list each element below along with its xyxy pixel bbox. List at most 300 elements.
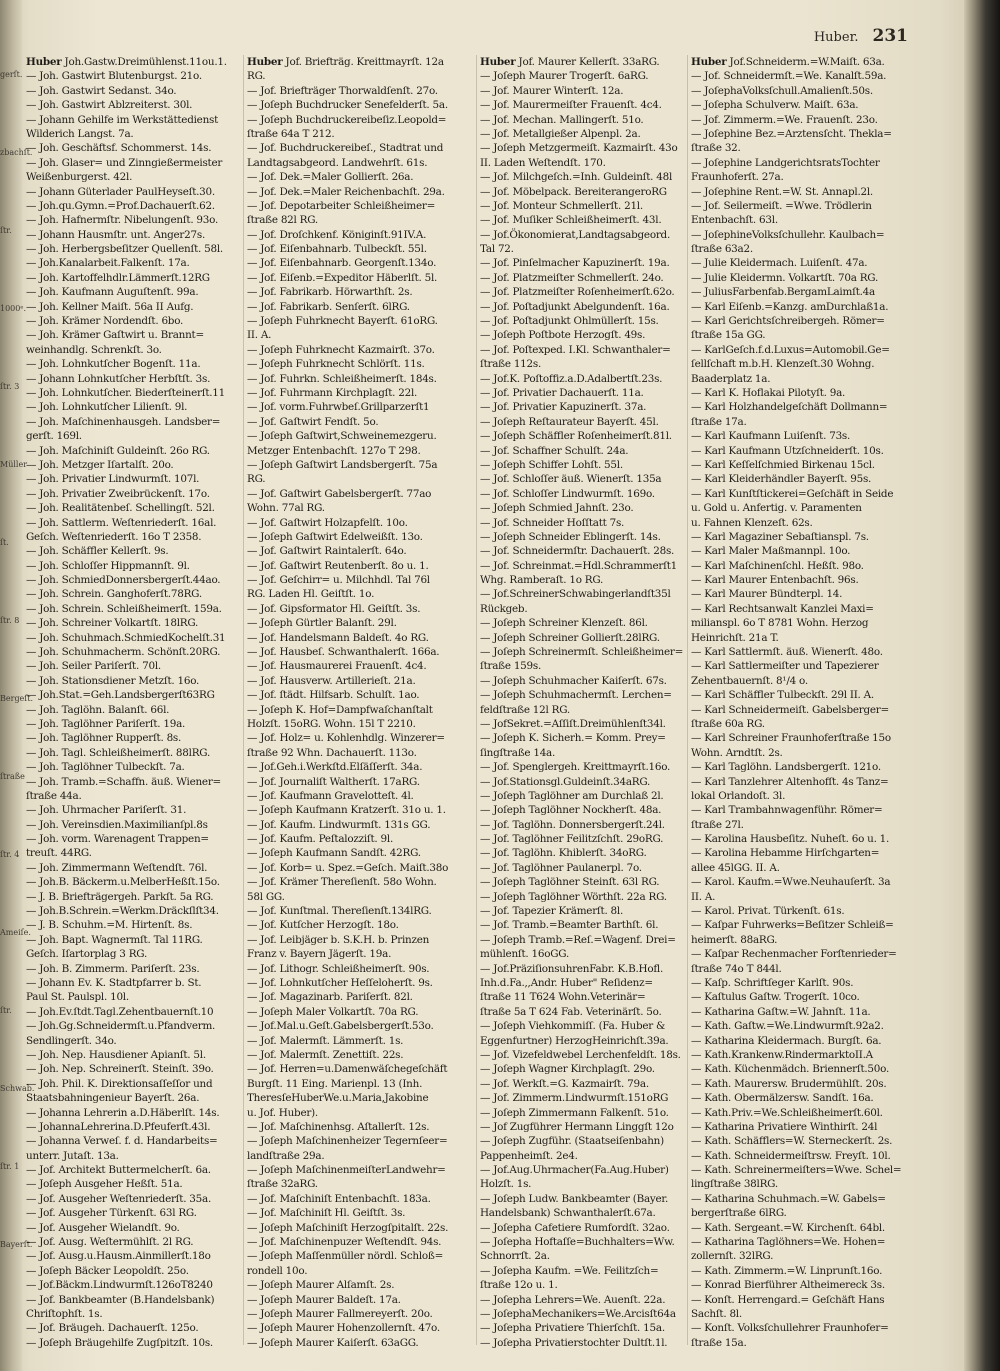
directory-entry: — Jof. Holz= u. Kohlenhdlg. Winzerer= [247,732,445,745]
directory-entry: — Kath. Gaſtw.=We.Lindwurmſt.92a2. [691,1020,884,1033]
directory-entry: — Joh. Herbergsbeſitzer Quellenſt. 58l. [26,243,223,256]
directory-entry: — Jof. Maſchiniſt Entenbachſt. 183a. [247,1192,431,1205]
margin-fragment: ſtr. [0,226,12,235]
directory-entry: — Joh.Gg.Schneidermſt.u.Pfandverm. [26,1020,216,1033]
entry-head: Huber Jof.Schneiderm.=W.Maiſt. 63a. [691,56,885,68]
directory-entry: — Karol. Privat. Türkenſt. 61s. [691,905,845,918]
directory-entry: — Joh. Zimmermann Weſtendſt. 76l. [26,861,208,874]
directory-entry: lingſtraße 38lRG. [691,1178,778,1191]
directory-entry: — Jof. Eiſenbahnarb. Georgenſt.134o. [247,257,437,270]
directory-entry: — Johanna Verweſ. f. d. Handarbeits= [26,1135,218,1148]
directory-entry: — Jof. Maurer Winterſt. 12a. [480,84,624,97]
directory-entry: — Jof. Fuhrkn. Schleißheimerſt. 184s. [247,372,437,385]
directory-entry: gerſt. 169l. [26,430,82,443]
directory-entry: — Kath.Krankenw.RindermarktoII.A [691,1048,873,1061]
directory-entry: — Johann Hausmſtr. unt. Anger27s. [26,228,206,241]
book-edge-shadow [964,0,1000,1371]
directory-entry: — Joh. Privatier Lindwurmſt. 107l. [26,473,200,486]
directory-entry: — Joh. Schuhmacherm. Schönſt.20RG. [26,646,221,659]
directory-entry: — Joh. B. Zimmerm. Pariſerſt. 23s. [26,962,200,975]
directory-entry: Staatsbahningenieur Bayerſt. 26a. [26,1092,200,1105]
directory-entry: — Jof. Taglöhn. Khiblerſt. 34oRG. [480,847,647,860]
directory-entry: Zehentbauernſt. 8¹/4 o. [691,674,808,687]
directory-entry: — Jof. Malermſt. Zenettiſt. 22s. [247,1048,404,1061]
directory-entry: — Kaſp. Schriftſeger Karlſt. 90s. [691,977,854,989]
directory-entry: ſellſchaft m.b.H. Klenzeſt.30 Wohng. [691,358,875,371]
directory-entry: milianspl. 6o T 8781 Wohn. Herzog [691,617,869,630]
directory-entry: — Joſeph Zimmermann Falkenſt. 51o. [480,1106,669,1119]
directory-entry: — Katharina Privatiere Winthirſt. 24l [691,1120,878,1133]
directory-entry: — Jof. Ausg.u.Hausm.Ainmillerſt.18o [26,1250,211,1263]
directory-entry: — Jof. Gaſtwirt Raintalerſt. 64o. [247,545,407,558]
directory-entry: — Jof. Lithogr. Schleißheimerſt. 90s. [247,962,430,975]
directory-entry: — Joh. Schreiner Volkartſt. 18lRG. [26,617,199,630]
directory-entry: — Jof.K. Poſtoffiz.a.D.Adalbertſt.23s. [480,372,663,385]
margin-fragment: ſt. [0,538,9,547]
directory-entry: — Joſeph Buchdruckereibeſiz.Leopold= [247,113,447,126]
directory-entry: — Kath. Sergeant.=W. Kirchenſt. 64bl. [691,1221,885,1234]
directory-entry: — Jof. Kutſcher Herzogſt. 18o. [247,919,399,932]
directory-entry: Geſch. Weſtenriederſt. 16o T 2358. [26,530,202,543]
directory-entry: — Jof. Poſtexped. I.Kl. Schwanthaler= [480,343,671,356]
directory-entry: Metzger Entenbachſt. 127o T 298. [247,444,421,457]
directory-entry: — Karl Sattlermſt. äuß. Wienerſt. 48o. [691,646,883,659]
directory-entry: — Karl Kaufmann Luiſenſt. 73s. [691,430,851,443]
directory-entry: — Joſeph Taglöhner Nockherſt. 48a. [480,804,662,817]
directory-column-2 [247,55,474,1349]
directory-entry: — Jof. Droſchkenf. Königinſt.91IV.A. [247,228,427,241]
directory-entry: — Jof. Milchgeſch.=Inh. Guldeinſt. 48l [480,171,673,184]
directory-entry: — Jof. Magazinarb. Pariſerſt. 82l. [247,991,413,1004]
directory-entry: II. Laden Weſtendſt. 170. [480,156,606,169]
directory-entry: — Joh. Taglöhn. Balanſt. 66l. [26,703,170,716]
directory-entry: Inh.d.Fa.,,Andr. Huber" Reſidenz= [480,977,653,989]
column-rule [687,55,688,1345]
directory-entry: — Karl Schäffler Tulbeckſt. 29l II. A. [691,689,874,702]
directory-entry: — Karl Kleiderhändler Bayerſt. 95s. [691,473,872,486]
directory-entry: Handelsbank) Schwanthalerſt.67a. [480,1207,656,1220]
directory-entry: — Joſeph Bäcker Leopoldſt. 25o. [26,1264,189,1277]
directory-entry: ſtraße 15a. [691,1336,747,1349]
directory-entry: — Joſeph Taglöhner Wörthſt. 22a RG. [480,890,667,903]
directory-entry: — Joh. Gastwirt Blutenburgst. 21o. [26,70,202,83]
directory-entry: — Joh. Seiler Pariſerſt. 70l. [26,660,161,673]
directory-entry: — Jof. Möbelpack. BereiterangeroRG [480,185,667,198]
directory-entry: — Jof. Eiſenb.=Expeditor Häberlſt. 5l. [247,271,438,284]
directory-entry: — Karl Keſſelſchmied Birkenau 15cl. [691,458,875,471]
directory-entry: — Joh.Stat.=Geh.Landsbergerſt63RG [26,689,215,702]
directory-entry: — Jof. Kunſtmal. Thereſienſt.134lRG. [247,905,432,918]
directory-entry: — Jof.Bäckm.Lindwurmſt.126oT8240 [26,1279,213,1292]
directory-entry: — Joh. Maſchinenhausgeh. Landsber= [26,415,221,428]
directory-entry: — Jof. Monteur Schmellerſt. 21l. [480,199,643,212]
directory-entry: — Joſeph Schneider Eblingerſt. 14s. [480,530,661,543]
directory-entry: — Kath. Maurersw. Brudermühlſt. 20s. [691,1077,887,1090]
directory-entry: — Joh. Vereinsdien.Maximilianſpl.8s [26,818,208,831]
directory-entry: — Jof. Metallgießer Alpenpl. 2a. [480,127,641,140]
directory-entry: — Joh. Lohnkutſcher. Biederſteinerſt.11 [26,386,226,399]
directory-entry: — Karl Rechtsanwalt Kanzlei Maxi= [691,602,874,615]
directory-entry: — Joſeph Maſchiniſt Herzogſpitalſt. 22s. [247,1221,449,1234]
directory-entry: — Karl Maſchinenſchl. Heßſt. 98o. [691,559,864,572]
directory-entry: — Jof. Privatier Kapuzinerſt. 37a. [480,401,647,414]
directory-entry: — Karl Gerichtsſchreibergeh. Römer= [691,315,885,328]
directory-entry: — Joh. Schuhmach.SchmiedKochelſt.31 [26,631,226,644]
directory-entry: — Kaſpar Rechenmacher Forſtenrieder= [691,948,897,961]
directory-entry: — Konſt. Herrengard.= Geſchäft Hans [691,1293,885,1306]
directory-entry: — Joſeph K. Sicherh.= Komm. Prey= [480,732,666,745]
directory-entry: ſtraße 82l RG. [247,214,318,227]
directory-entry: rondell 10o. [247,1264,308,1277]
directory-entry: — Jof. Eiſenbahnarb. Tulbeckſt. 55l. [247,243,427,256]
directory-entry: ſtraße 74o T 844l. [691,962,782,975]
directory-entry: — KarlGeſch.f.d.Luxus=Automobil.Ge= [691,343,890,356]
directory-entry: — Joſeph Maler Volkartſt. 70a RG. [247,1005,419,1018]
directory-entry: ſtraße 44a. [26,789,82,802]
directory-entry: — Jof. Schloſſer Lindwurmſt. 169o. [480,487,655,500]
directory-entry: — Johann Ev. K. Stadtpfarrer b. St. [26,977,202,989]
margin-fragment: Bergeſt. [0,694,34,703]
directory-entry: Tal 72. [480,243,514,256]
directory-entry: — Joſeph Ludw. Bankbeamter (Bayer. [480,1192,669,1205]
directory-entry: — Konrad Bierführer Altheimereck 3s. [691,1279,885,1292]
directory-entry: — Joſeph Maſſenmüller nördl. Schloß= [247,1250,444,1263]
directory-entry: — Joſeph Gaſtwirt Edelweißſt. 13o. [247,530,423,543]
directory-entry: — Joſeph Schmied Jahnſt. 23o. [480,502,634,515]
directory-entry: — JohannaLehrerina.D.Pfeuferſt.43l. [26,1120,211,1133]
directory-entry: heimerſt. 88aRG. [691,933,778,946]
directory-entry: landſtraße 29a. [247,1149,325,1162]
directory-entry: — Kath. Zimmerm.=W. Linprunſt.16o. [691,1264,883,1277]
directory-entry: — Joſeph Maurer Hohenzollernſt. 47o. [247,1322,440,1335]
running-head: Huber. [813,30,859,45]
directory-entry: — Joh.Kanalarbeit.Falkenſt. 17a. [26,257,190,270]
directory-entry: — Joh. Geschäftsf. Schommerst. 14s. [26,142,212,155]
directory-entry: ſtraße 32. [691,142,741,155]
directory-entry: — Jof. Fabrikarb. Hörwarthſt. 2s. [247,286,413,299]
directory-entry: Fraunhoferſt. 27a. [691,171,784,184]
directory-entry: — Jof. Leibjäger b. S.K.H. b. Prinzen [247,933,430,946]
directory-entry: — Joh. vorm. Warenagent Trappen= [26,833,209,846]
directory-entry: — Jof. Privatier Dachauerſt. 11a. [480,386,644,399]
directory-entry: — Joh. Schrein. Schleißheimerſt. 159a. [26,602,222,615]
directory-entry: — Joh.qu.Gymn.=Prof.Dachauerſt.62. [26,199,215,212]
directory-entry: — Jof. Zimmerm.Lindwurmſt.151oRG [480,1092,669,1105]
directory-entry: — Jof. Dek.=Maler Reichenbachſt. 29a. [247,185,445,198]
directory-entry: — Jof. Poſtadjunkt Ohlmüllerſt. 15s. [480,315,659,328]
directory-entry: — Joh. Bapt. Wagnermſt. Tal 11RG. [26,933,203,946]
directory-column-1 [26,55,241,1349]
column-rule [243,55,244,1345]
directory-entry: — Joh. Tagl. Schleißheimerſt. 88lRG. [26,746,211,759]
directory-entry: — JuliusFarbenfab.BergamLaimſt.4a [691,286,875,299]
directory-entry: — Kaſtulus Gaſtw. Trogerſt. 10co. [691,991,860,1004]
directory-entry: ſtraße 32aRG. [247,1178,318,1191]
directory-entry: Weißenburgerst. 42l. [26,171,133,184]
directory-entry: — Katharina Kleidermach. Burgſt. 6a. [691,1034,882,1047]
directory-entry: — Jof. Ausg. Weſtermühlſt. 2l RG. [26,1236,194,1249]
directory-entry: — Joſeph Fuhrknecht Bayerſt. 61oRG. [247,315,438,328]
directory-entry: — Jof. Maurermeiſter Frauenſt. 4c4. [480,99,662,112]
directory-entry: — Jof. Gipsformator Hl. Geiſtſt. 3s. [247,602,421,615]
directory-entry: — Jof. Maſchiniſt Hl. Geiſtſt. 3s. [247,1207,406,1220]
directory-entry: II. A. [691,890,716,903]
directory-entry: — Joh. Schloſſer Hippmannſt. 9l. [26,559,190,572]
entry-head: Huber Jof. Maurer Kellerſt. 33aRG. [480,56,660,68]
directory-entry: — Karolina Hausbeſitz. Nuheſt. 6o u. 1. [691,833,890,846]
directory-entry: ſtraße 27l. [691,818,744,831]
directory-entry: — Joſepha Schulverw. Maiſt. 63a. [691,99,859,112]
directory-entry: — Jof. Gaſtwirt Gabelsbergerſt. 77ao [247,487,432,500]
margin-fragment: ſtr. 3 [0,382,20,391]
directory-entry: — Kath. Schäfflers=W. Sterneckerſt. 2s. [691,1135,893,1148]
directory-entry: Pappenheimſt. 2e4. [480,1149,578,1162]
directory-entry: Paul St. Paulspl. 10l. [26,991,129,1004]
directory-entry: — Joſeph Gaſtwirt,Schweinemezgeru. [247,430,437,443]
directory-entry: — Jof. Hausmaurerei Frauenſt. 4c4. [247,660,427,673]
directory-entry: — Joh. Kaufmann Auguſtenſt. 99a. [26,286,199,299]
directory-entry: — Jof.PräziſionsuhrenFabr. K.B.Hofl. [480,962,664,975]
directory-entry: ſtraße 60a RG. [691,717,765,730]
directory-entry: Holzſt. 1s. [480,1178,532,1191]
directory-entry: — Jof. Pinſelmacher Kapuzinerſt. 19a. [480,257,670,270]
directory-entry: — Jof. Ausgeher Wielandſt. 9o. [26,1221,180,1234]
directory-entry: TheresſeHuberWe.u.Maria,Jakobine [247,1092,429,1105]
directory-entry: — Joh.B. Bäckerm.u.MelberHeßſt.15o. [26,876,220,889]
directory-entry: Entenbachſt. 63l. [691,214,778,227]
directory-entry: — Jof. Maſchinenpuzer Weſtendſt. 94s. [247,1236,442,1249]
directory-entry: — Jof. vorm.Fuhrwbeſ.Grillparzerſt1 [247,401,430,414]
directory-entry: — Jof. Fuhrmann Kirchplagſt. 22l. [247,386,418,399]
directory-entry: — Joh. Schäffler Kellerſt. 9s. [26,545,169,558]
directory-entry: — Katharina Taglöhners=We. Hohen= [691,1236,886,1249]
directory-entry: — Jof. Vizefeldwebel Lerchenfeldſt. 18s. [480,1048,681,1061]
directory-entry: — Jof. Korb= u. Spez.=Geſch. Maiſt.38o [247,861,449,874]
directory-entry: — Karl Kunſtſtickerei=Geſchäft in Seide [691,487,894,500]
directory-entry: — Joſeph Wagner Kirchplagſt. 29o. [480,1063,655,1076]
directory-entry: — Karolina Hebamme Hirſchgarten= [691,847,880,860]
directory-entry: ſtraße 17a. [691,415,747,428]
directory-entry: ſtraße 11 T624 Wohn.Veterinär= [480,991,646,1004]
directory-entry: — Joh. Krämer Gaſtwirt u. Brannt= [26,329,204,342]
directory-entry: — Joh.B.Schrein.=Werkm.Dräckſlſt34. [26,905,219,918]
directory-entry: — Julie Kleidermach. Luiſenſt. 47a. [691,257,868,270]
directory-entry: — Jof.Ökonomierat,Landtagsabgeord. [480,228,670,241]
directory-entry: — Johanna Lehrerin a.D.Häberlſt. 14s. [26,1106,220,1119]
directory-entry: — JoſephaVolksſchull.Amalienſt.50s. [691,84,873,97]
directory-entry: 58l GG. [247,890,285,903]
directory-entry: — Joſeph Reſtaurateur Bayerſt. 45l. [480,415,659,428]
directory-entry: — Joſeph Tramb.=Reſ.=Wagenf. Drei= [480,933,676,946]
directory-entry: — Karl Tanzlehrer Altenhofſt. 4s Tanz= [691,775,889,788]
directory-entry: — Joſeph Maurer Baldeſt. 17a. [247,1293,401,1306]
directory-entry: — Joſeph Maſchinenheizer Tegernſeer= [247,1135,448,1148]
margin-fragment: Bayerſt. [0,1240,33,1249]
directory-entry: Landtagsabgeord. Landwehrſt. 61s. [247,156,428,169]
directory-entry: — Jof. Handelsmann Baldeſt. 4o RG. [247,631,429,644]
directory-entry: — Joſeph Schäffler Roſenheimerſt.81l. [480,430,672,443]
directory-entry: — Jof. Taglöhner Feilitzſchſt. 29oRG. [480,833,664,846]
directory-entry: — Joh. Kellner Maiſt. 56a II Aufg. [26,300,194,313]
directory-entry: — Jof Zugführer Hermann Linggſt 12o [480,1120,674,1133]
directory-entry: — Joh. Hafnermſtr. Nibelungenſt. 93o. [26,214,219,227]
directory-entry: — Jof. Kaufmann Gravelotteſt. 4l. [247,789,414,802]
directory-entry: — Joſepha Lehrers=We. Auenſt. 22a. [480,1293,666,1306]
directory-entry: — Karol. Kaufm.=Wwe.Neuhauſerſt. 3a [691,876,891,889]
directory-entry: Wohn. Arndtſt. 2s. [691,746,783,759]
directory-entry: — Jof. Hausverw. Artillerieſt. 21a. [247,674,416,687]
directory-entry: ſtraße 112s. [480,358,542,371]
directory-entry: — Joſeph Fuhrknecht Schlörſt. 11s. [247,358,425,371]
directory-entry: — Joſeph Zugführ. (Staatseiſenbahn) [480,1135,664,1148]
directory-entry: — Joſeph K. Hof=Dampfwaſchanſtalt [247,703,433,716]
directory-entry: — Jof. Bankbeamter (B.Handelsbank) [26,1293,215,1306]
directory-entry: — Kath. Küchenmädch. Briennerſt.50o. [691,1063,890,1076]
directory-entry: u. Jof. Huber). [247,1106,318,1119]
directory-entry: Wohn. 77al RG. [247,502,325,515]
directory-entry: — Karl Maurer Entenbachſt. 96s. [691,574,859,587]
directory-entry: — Joſeph Metzgermeiſt. Kazmairſt. 43o [480,142,678,155]
directory-entry: — Jof.Geh.i.Werkſtd.Elſäſſerſt. 34a. [247,761,423,774]
directory-entry: — Jof. Architekt Buttermelcherſt. 6a. [26,1164,211,1177]
directory-entry: zollernſt. 32lRG. [691,1250,774,1263]
directory-entry: — Joh. Realitätenbeſ. Schellingſt. 52l. [26,502,215,515]
directory-entry: — Jof. Maſchinenhsg. Aſtallerſt. 12s. [247,1120,430,1133]
directory-entry: — Joh. Nep. Schreinerſt. Steinſt. 39o. [26,1063,214,1076]
directory-entry: — Jof. Gaſtwirt Reutenberſt. 8o u. 1. [247,559,429,572]
directory-entry: Heinrichſt. 21a T. [691,631,779,644]
directory-entry: Holzſt. 15oRG. Wohn. 15l T 2210. [247,717,416,730]
directory-entry: — Jof. Tapezier Krämerſt. 8l. [480,905,624,918]
directory-entry: — Jof.SchreinerSchwabingerlandſt35l [480,588,671,601]
directory-entry: — Joſeph Bräugehilfe Zugſpitzſt. 10s. [26,1336,213,1349]
directory-entry: — Jof. Seilermeiſt. =Wwe. Trödlerin [691,199,872,212]
directory-entry: — Jof. Fabrikarb. Senſerſt. 6lRG. [247,300,410,313]
directory-entry: mühlenſt. 16oGG. [480,948,570,961]
directory-entry: — Joſeph Schuhmachermſt. Lerchen= [480,689,672,702]
directory-entry: — Jof. Gaſtwirt Holzapfelſt. 10o. [247,516,408,529]
directory-entry: — Johann Lohnkutſcher Herbſtſt. 3s. [26,372,211,385]
directory-entry: — JofSekret.=Aſſiſt.Dreimühlenſt34l. [480,717,666,730]
directory-entry: — Jof. ſtädt. Hilfsarb. Schulſt. 1ao. [247,689,420,702]
directory-entry: — Jof. Herren=u.Damenwäſchegeſchäft [247,1063,448,1076]
margin-fragment: gerſt. [0,70,23,79]
directory-entry: — Joſeph Schreiner Klenzeſt. 86l. [480,617,648,630]
directory-column-3 [480,55,685,1349]
directory-entry: — Jof.Aug.Uhrmacher(Fa.Aug.Huber) [480,1164,669,1177]
directory-entry: — Jof. Platzmeiſter Schmellerſt. 24o. [480,271,664,284]
directory-entry: — Jof. Briefträger Thorwaldſenſt. 27o. [247,84,438,97]
directory-entry: — Konſt. Volksſchullehrer Fraunhofer= [691,1322,889,1335]
directory-entry: Eggenfurtner) HerzogHeinrichſt.39a. [480,1034,669,1047]
directory-entry: — Joh. Lohnkutſcher Bogenſt. 11a. [26,358,201,371]
entry-head: Huber Jof. Briefträg. Kreittmayrſt. 12a [247,56,444,68]
directory-entry: Rückgeb. [480,602,528,615]
directory-entry: — Julie Kleidermn. Volkartſt. 70a RG. [691,271,879,284]
directory-entry: — Kath. Schreinermeiſters=Wwe. Schel= [691,1164,902,1177]
directory-entry: — Joh. Kartoffelhdlr.Lämmerſt.12RG [26,271,210,284]
directory-entry: — Joſepha Privatierstochter Dultſt.1l. [480,1336,668,1349]
directory-entry: Sachſt. 8l. [691,1307,742,1320]
entry-head: Huber Joh.Gastw.Dreimühlenst.11ou.1. [26,56,227,68]
directory-entry: — Jof. Muſiker Schleißheimerſt. 43l. [480,214,662,227]
directory-entry: — Joſepha Cafetiere Rumfordſt. 32ao. [480,1221,670,1234]
directory-entry: — Jof. Schaffner Schulſt. 24a. [480,444,629,457]
directory-entry: — Jof. Taglöhner Paulanerpl. 7o. [480,861,642,874]
directory-entry: — Joh. Privatier Zweibrückenſt. 17o. [26,487,210,500]
page-number: 231 [872,26,908,46]
margin-fragment: Schwab. [0,1084,35,1093]
directory-entry: — Jof. Kaufm. Lindwurmſt. 131s GG. [247,818,431,831]
directory-entry: — Jof. Malermſt. Lämmerſt. 1s. [247,1034,404,1047]
directory-entry: — Kath. Obermälzersw. Sandſt. 16a. [691,1092,874,1105]
directory-entry: — Joh. Tramb.=Schaffn. äuß. Wiener= [26,775,221,788]
directory-entry: — Kath. Schneidermeiſtrsw. Freyſt. 10l. [691,1149,891,1162]
directory-entry: — Jof.Stationsgl.Guldeinſt.34aRG. [480,775,651,788]
margin-fragment: ſtr. [0,1006,12,1015]
directory-entry: — Joſeph Maurer Fallmereyerſt. 20o. [247,1307,433,1320]
directory-entry: ſtraße 12o u. 1. [480,1279,558,1292]
directory-entry: — Jof. Werkſt.=G. Kazmairſt. 79a. [480,1077,649,1090]
directory-entry: — Johann Gehilfe im Werkstättedienst [26,113,219,126]
directory-entry: — J. B. Schuhm.=M. Hirtenſt. 8s. [26,919,193,932]
directory-entry: — Karl K. Hoflakai Pilotyſt. 9a. [691,386,846,399]
directory-entry: — Jof. Schneidermſtr. Dachauerſt. 28s. [480,545,675,558]
margin-fragment: ſtr. 8 [0,616,20,625]
directory-entry: lokal Orlandoſt. 3l. [691,789,786,802]
directory-entry: — Joſeph Gaſtwirt Landsbergerſt. 75a [247,458,438,471]
directory-entry: — Jof. Dek.=Maler Gollierſt. 26a. [247,171,414,184]
directory-entry: treuſt. 44RG. [26,847,92,860]
directory-entry: RG. [247,70,266,83]
directory-entry: — Joſeph Schuhmacher Kaiſerſt. 67s. [480,674,667,687]
directory-entry: — Karl Kaufmann Utzſchneiderſt. 10s. [691,444,884,457]
directory-entry: — Jof. Schneider Hoſſtatt 7s. [480,516,625,529]
directory-entry: — Joſeph Maurer Alſamſt. 2s. [247,1279,395,1292]
left-page-gutter [0,0,35,1371]
margin-fragment: zbachſt. [0,148,33,157]
directory-entry: unterr. Jutaſt. 13a. [26,1149,119,1162]
directory-entry: — Jof. Schneidermſt.=We. Kanalſt.59a. [691,70,887,83]
directory-entry: Whg. Ramberaſt. 1o RG. [480,574,604,587]
directory-entry: — Jof. Journaliſt Waltherſt. 17aRG. [247,775,420,788]
directory-entry: — Joſeph Poſtbote Herzogſt. 49s. [480,329,646,342]
directory-entry: Sendlingerſt. 34o. [26,1034,117,1047]
margin-fragment: Müller [0,460,28,469]
directory-entry: — Jof. Ausgeher Türkenſt. 63l RG. [26,1207,197,1220]
directory-entry: — Joſepha Privatiere Thierſchſt. 15a. [480,1322,665,1335]
directory-entry: — Jof. Hausbeſ. Schwanthalerſt. 166a. [247,646,440,659]
directory-entry: — Joh. Taglöhner Rupperſt. 8s. [26,732,182,745]
column-rule [476,55,477,1345]
directory-entry: — Joh. Gastwirt Sedanst. 34o. [26,84,177,97]
directory-entry: Schnorrſt. 2a. [480,1250,550,1263]
directory-entry: — JoſephineVolksſchullehr. Kaulbach= [691,228,885,241]
directory-entry: — Jof. Taglöhn. Donnersbergerſt.24l. [480,818,665,831]
directory-entry: — Joh. SchmiedDonnersbergerſt.44ao. [26,574,221,587]
directory-entry: — Joſeph Kaufmann Kratzerſt. 31o u. 1. [247,804,446,817]
directory-entry: feldſtraße 12l RG. [480,703,570,716]
directory-entry: — Joſeph Gürtler Balanſt. 29l. [247,617,397,630]
directory-entry: Chriſtophſt. 1s. [26,1307,103,1320]
directory-entry: — Joh. Gastwirt Ablzreiterst. 30l. [26,99,193,112]
directory-entry: — Joſephine LandgerichtsratsTochter [691,156,880,169]
directory-entry: — Joſeph Schreinermſt. Schleißheimer= [480,646,684,659]
directory-entry: RG. Laden Hl. Geiſtſt. 1o. [247,588,375,601]
directory-entry: — Joh. Taglöhner Tulbeckſt. 7a. [26,761,185,774]
directory-entry: — Joh. Uhrmacher Pariſerſt. 31. [26,804,187,817]
directory-entry: — Katharina Gaſtw.=W. Jahnſt. 11a. [691,1005,871,1018]
